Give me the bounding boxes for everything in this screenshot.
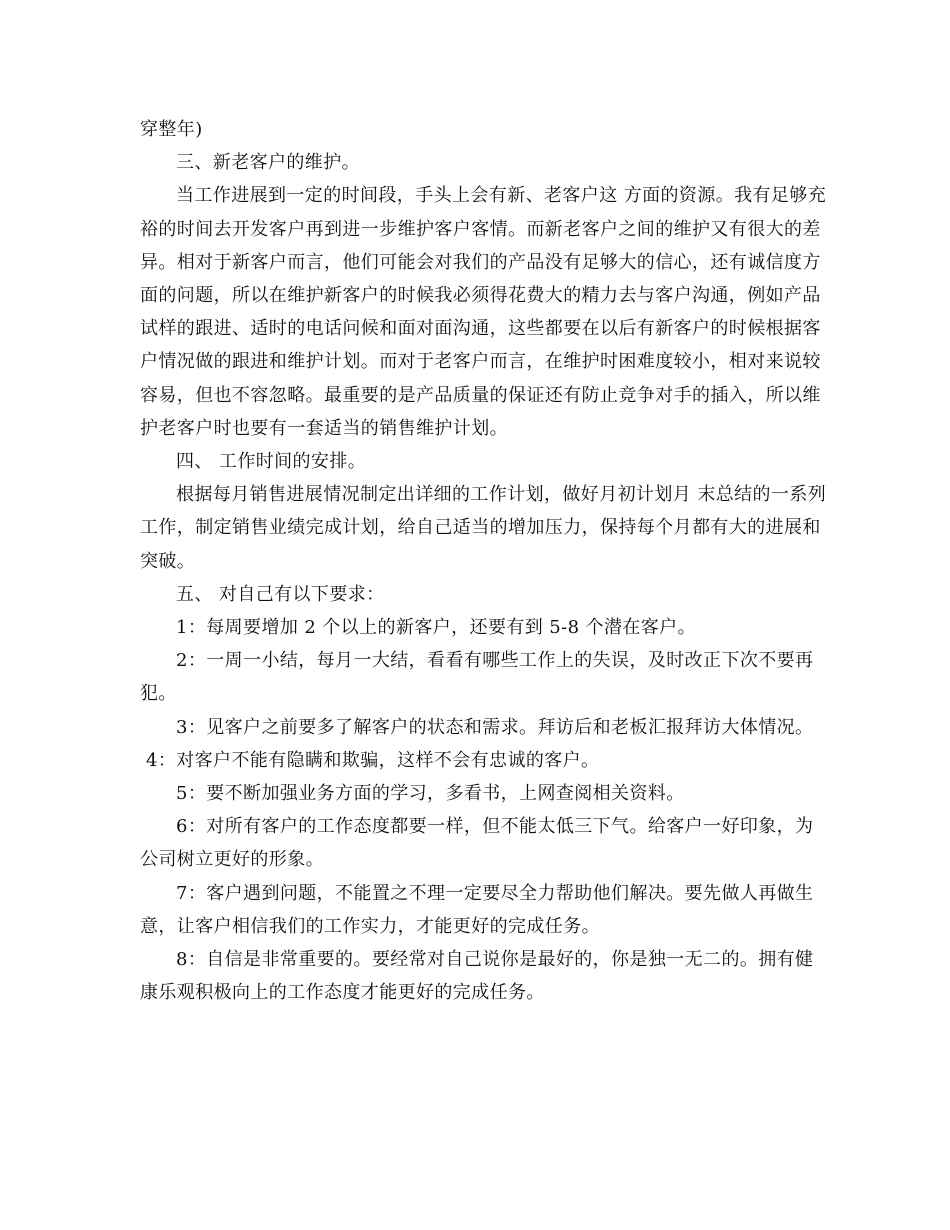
- requirement-item-8: 8：自信是非常重要的。要经常对自己说你是最好的，你是独一无二的。拥有健康乐观积极向上的工作态度才能更好的完成任务。: [140, 949, 814, 1004]
- requirement-item-2: 2：一周一小结，每月一大结，看看有哪些工作上的失误，及时改正下次不要再犯。: [140, 650, 814, 705]
- section-heading-3: 三、新老客户的维护。: [176, 152, 360, 174]
- document-body: [140, 113, 830, 1009]
- requirement-item-7: 7：客户遇到问题，不能置之不理一定要尽全力帮助他们解决。要先做人再做生意，让客户相信我们的工作实力，才能更好的完成任务。: [140, 882, 814, 937]
- requirement-item-1: 1：每周要增加 2 个以上的新客户，还要有到 5-8 个潜在客户。: [176, 617, 696, 639]
- paragraph-work-schedule: 根据每月销售进展情况制定出详细的工作计划，做好月初计划月 末总结的一系列工作，制定销售业绩完成计划，给自己适当的增加压力，保持每个月都有大的进展和突破。: [140, 484, 827, 572]
- requirement-item-3: 3：见客户之前要多了解客户的状态和需求。拜访后和老板汇报拜访大体情况。: [176, 716, 814, 738]
- section-heading-4: 四、 工作时间的安排。: [176, 451, 367, 473]
- requirement-item-6: 6：对所有客户的工作态度都要一样，但不能太低三下气。给客户一好印象，为公司树立更好的形象。: [140, 816, 814, 871]
- section-heading-5: 五、 对自己有以下要求：: [176, 583, 385, 605]
- requirement-item-5: 5：要不断加强业务方面的学习，多看书，上网查阅相关资料。: [176, 783, 685, 805]
- paragraph-customer-maintenance: 当工作进展到一定的时间段，手头上会有新、老客户这 方面的资源。我有足够充裕的时间去开发客户再到进一步维护客户客情。而新老客户之间的维护又有很大的差异。相对于新客户而言，他们可能会对我们的产品没有足够大的信心，还有诚信度方面的问题，所以在维护新客户的时候我必须得花费大的精力去与客户沟通，例如产品试样的跟进、适时的电话问候和面对面沟通，这些都要在以后有新客户的时候根据客户情况做的跟进和维护计划。而对于老客户而言，在维护时困难度较小，相对来说较容易，但也不容忽略。最重要的是产品质量的保证还有防止竞争对手的插入，所以维护老客户时也要有一套适当的销售维护计划。: [140, 185, 827, 439]
- paragraph-continuation: 穿整年): [140, 119, 203, 140]
- requirement-item-4: 4：对客户不能有隐瞒和欺骗，这样不会有忠诚的客户。: [146, 749, 600, 771]
